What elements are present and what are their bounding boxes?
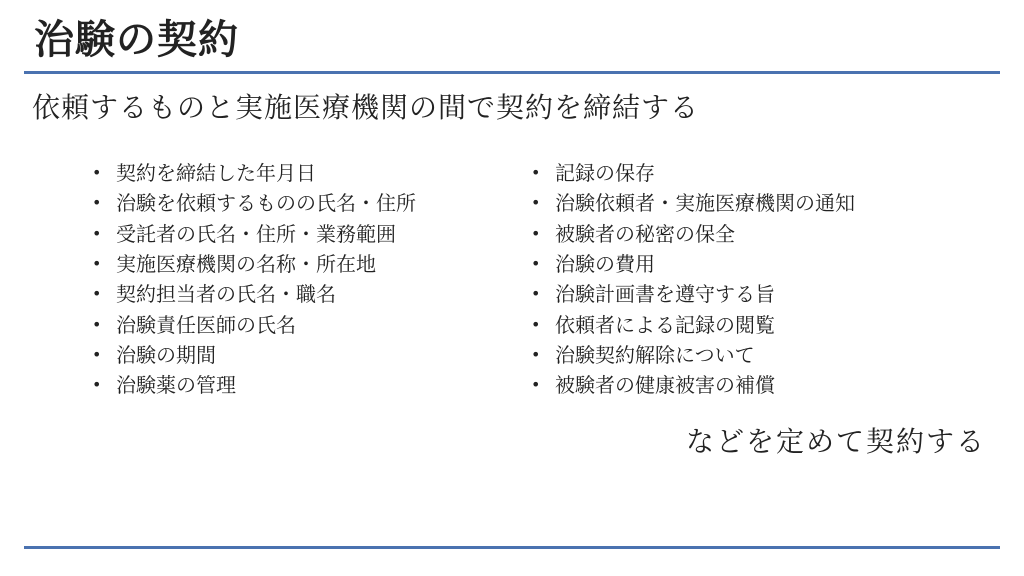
list-item-text: 治験の期間 bbox=[116, 342, 216, 367]
list-item-text: 治験薬の管理 bbox=[116, 373, 236, 398]
list-item bbox=[531, 340, 855, 370]
list-item-text: 治験の費用 bbox=[555, 252, 655, 277]
list-item-text: 受託者の氏名・住所・業務範囲 bbox=[116, 221, 396, 246]
bullet-icon: • bbox=[531, 254, 541, 274]
bullet-icon: • bbox=[531, 344, 541, 364]
bullet-icon: • bbox=[92, 163, 102, 183]
bullet-icon: • bbox=[92, 193, 102, 213]
list-item bbox=[531, 309, 855, 339]
list-item-text: 記録の保存 bbox=[555, 161, 655, 186]
list-item bbox=[92, 340, 416, 370]
bullet-icon: • bbox=[531, 314, 541, 334]
bullet-icon: • bbox=[92, 375, 102, 395]
list-item bbox=[92, 188, 416, 218]
list-item bbox=[531, 249, 855, 279]
bullet-icon: • bbox=[531, 163, 541, 183]
list-item bbox=[92, 279, 416, 309]
slide-title: 治験の契約 bbox=[34, 17, 239, 63]
closing-text: などを定めて契約する bbox=[685, 425, 986, 458]
bullet-icon: • bbox=[92, 314, 102, 334]
list-item-text: 契約担当者の氏名・職名 bbox=[116, 282, 336, 307]
list-item bbox=[531, 158, 855, 188]
list-item-text: 被験者の健康被害の補償 bbox=[555, 373, 775, 398]
list-item bbox=[531, 370, 855, 400]
bullet-icon: • bbox=[531, 193, 541, 213]
slide-subtitle: 依頼するものと実施医療機関の間で契約を締結する bbox=[32, 91, 700, 124]
list-item-text: 治験依頼者・実施医療機関の通知 bbox=[555, 191, 855, 216]
bullet-icon: • bbox=[531, 223, 541, 243]
list-item-text: 治験を依頼するものの氏名・住所 bbox=[116, 191, 416, 216]
list-item bbox=[92, 158, 416, 188]
list-item-text: 契約を締結した年月日 bbox=[116, 161, 316, 186]
list-item bbox=[92, 249, 416, 279]
list-item bbox=[92, 309, 416, 339]
list-item-text: 治験責任医師の氏名 bbox=[116, 312, 296, 337]
bullet-icon: • bbox=[92, 284, 102, 304]
bullet-icon: • bbox=[92, 254, 102, 274]
list-item bbox=[531, 279, 855, 309]
list-item bbox=[531, 188, 855, 218]
right-bullet-list bbox=[531, 158, 855, 400]
list-item-text: 被験者の秘密の保全 bbox=[555, 221, 735, 246]
bullet-icon: • bbox=[92, 223, 102, 243]
list-item-text: 実施医療機関の名称・所在地 bbox=[116, 252, 376, 277]
bullet-icon: • bbox=[92, 344, 102, 364]
bullet-icon: • bbox=[531, 375, 541, 395]
left-bullet-list bbox=[92, 158, 416, 400]
bullet-icon: • bbox=[531, 284, 541, 304]
list-item bbox=[92, 219, 416, 249]
title-divider bbox=[24, 71, 1000, 74]
list-item-text: 依頼者による記録の閲覧 bbox=[555, 312, 775, 337]
list-item bbox=[531, 219, 855, 249]
footer-divider bbox=[24, 546, 1000, 549]
list-item-text: 治験契約解除について bbox=[555, 342, 755, 367]
list-item-text: 治験計画書を遵守する旨 bbox=[555, 282, 775, 307]
list-item bbox=[92, 370, 416, 400]
